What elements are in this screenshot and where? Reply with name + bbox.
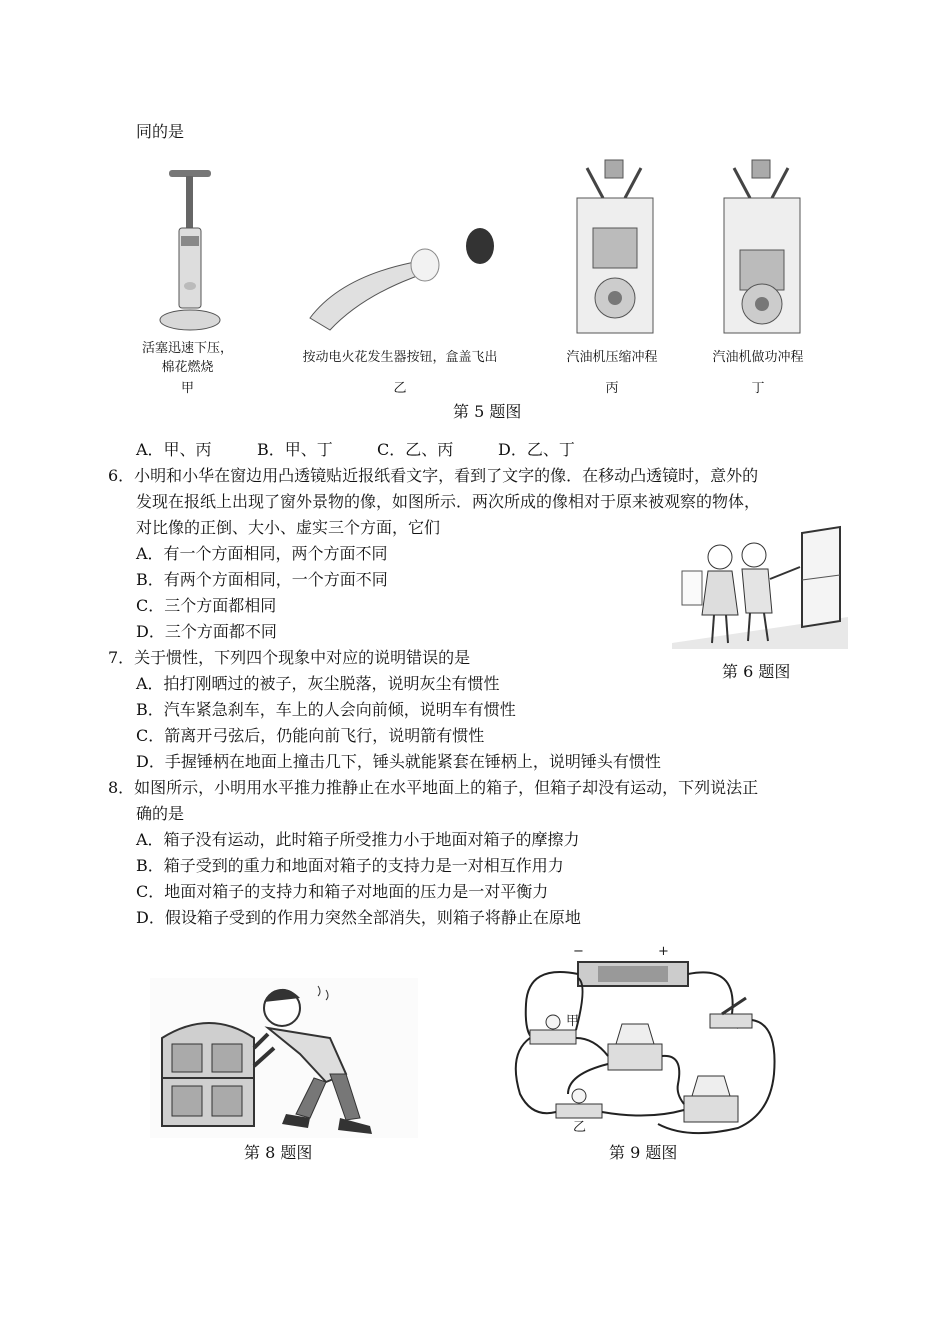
q8-figure-caption: 第 8 题图: [244, 1143, 313, 1162]
window-lens-figure: [672, 525, 848, 649]
q5-option-b: B．甲、丁: [257, 440, 333, 459]
q6-option-d: D．三个方面都不同: [136, 622, 277, 641]
q5-figure-caption: 第 5 题图: [453, 402, 522, 421]
q9-figure-caption: 第 9 题图: [609, 1143, 678, 1162]
caption-jia-1: 活塞迅速下压，: [141, 341, 233, 356]
q8-option-d: D．假设箱子受到的作用力突然全部消失，则箱子将静止在原地: [136, 908, 581, 927]
battery-minus-label: −: [573, 944, 584, 959]
q8-option-c: C．地面对箱子的支持力和箱子对地面的压力是一对平衡力: [136, 882, 549, 901]
q7-option-d: D．手握锤柄在地面上撞击几下，锤头就能紧套在锤柄上，说明锤头有惯性: [136, 752, 661, 771]
q5-option-c: C．乙、丙: [377, 440, 454, 459]
q6-option-c: C．三个方面都相同: [136, 596, 277, 615]
q8-stem-line-1: 8．如图所示，小明用水平推力推静止在水平地面上的箱子，但箱子却没有运动，下列说法正: [108, 778, 759, 797]
intro-text: 同的是: [136, 122, 185, 141]
q5-option-a: A．甲、丙: [136, 440, 212, 459]
q7-option-b: B．汽车紧急刹车，车上的人会向前倾，说明车有惯性: [136, 700, 516, 719]
engine-power-figure: [712, 158, 812, 338]
engine-compression-figure: [565, 158, 665, 338]
label-yi: 乙: [393, 381, 407, 396]
q5-option-d: D．乙、丁: [498, 440, 575, 459]
q6-stem-line-1: 6．小明和小华在窗边用凸透镜贴近报纸看文字，看到了文字的像．在移动凸透镜时，意外的: [108, 466, 759, 485]
q7-option-c: C．箭离开弓弦后，仍能向前飞行，说明箭有惯性: [136, 726, 485, 745]
label-jia: 甲: [180, 381, 194, 396]
q8-option-a: A．箱子没有运动，此时箱子所受推力小于地面对箱子的摩擦力: [136, 830, 580, 849]
bulb-jia-label: 甲: [566, 1014, 580, 1029]
label-bing: 丙: [605, 381, 619, 396]
q8-stem-line-2: 确的是: [136, 804, 185, 823]
label-ding: 丁: [751, 381, 765, 396]
q6-option-a: A．有一个方面相同，两个方面不同: [136, 544, 388, 563]
q7-stem: 7．关于惯性，下列四个现象中对应的说明错误的是: [108, 648, 471, 667]
caption-jia-2: 棉花燃烧: [161, 360, 214, 375]
caption-bing: 汽油机压缩冲程: [566, 350, 658, 365]
pushing-box-figure: [150, 978, 418, 1138]
bulb-yi-label: 乙: [573, 1120, 587, 1135]
circuit-figure: [508, 944, 784, 1136]
q6-option-b: B．有两个方面相同，一个方面不同: [136, 570, 388, 589]
q7-option-a: A．拍打刚晒过的被子，灰尘脱落，说明灰尘有惯性: [136, 674, 500, 693]
q6-stem-line-3: 对比像的正倒、大小、虚实三个方面，它们: [136, 518, 441, 537]
q6-figure-caption: 第 6 题图: [722, 662, 791, 681]
pump-figure: [155, 168, 225, 338]
caption-yi: 按动电火花发生器按钮，盒盖飞出: [302, 350, 498, 365]
caption-ding: 汽油机做功冲程: [712, 350, 804, 365]
battery-plus-label: +: [658, 944, 669, 959]
q6-stem-line-2: 发现在报纸上出现了窗外景物的像，如图所示．两次所成的像相对于原来被观察的物体，: [136, 492, 761, 511]
spark-generator-figure: [300, 218, 500, 338]
q8-option-b: B．箱子受到的重力和地面对箱子的支持力是一对相互作用力: [136, 856, 564, 875]
